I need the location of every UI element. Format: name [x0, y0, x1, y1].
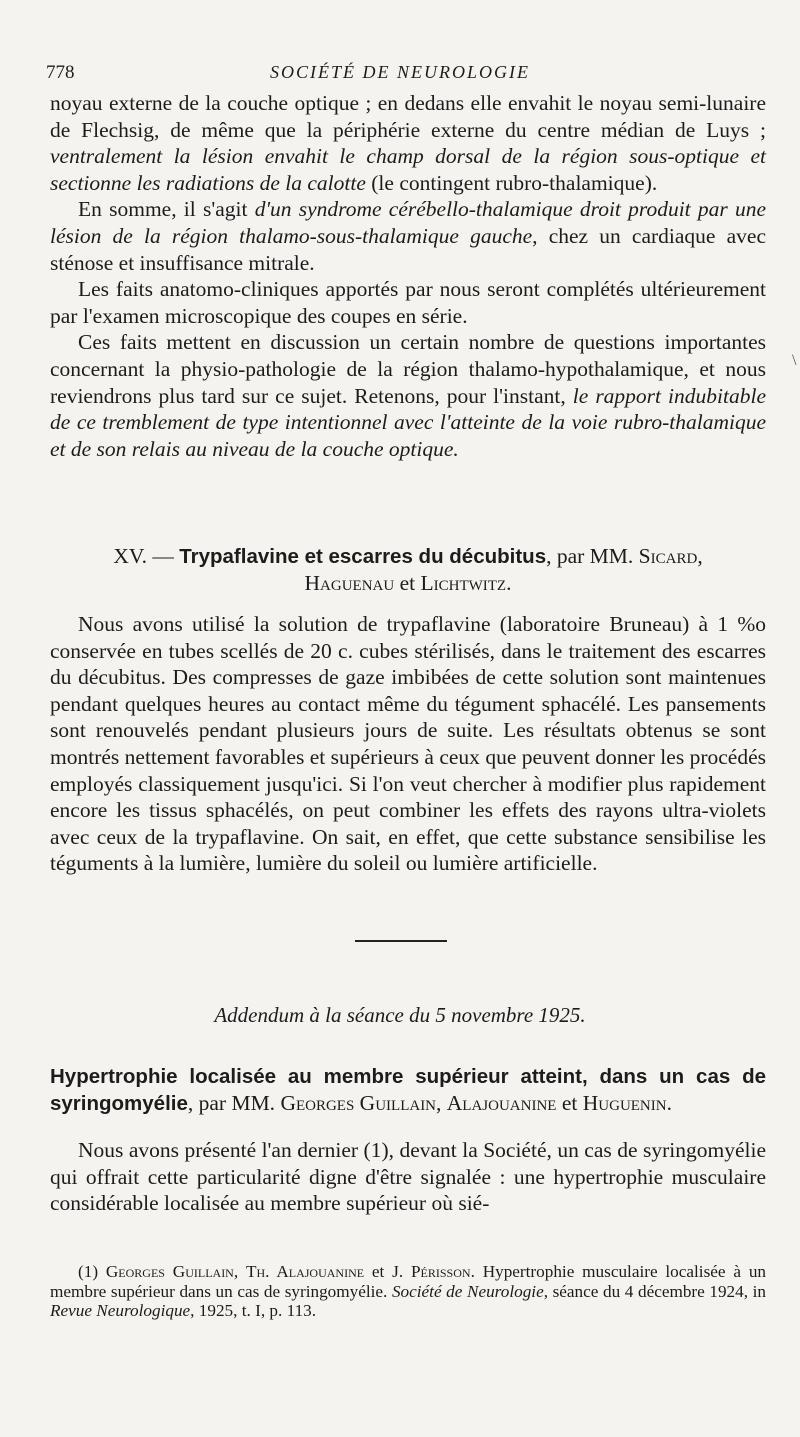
addendum-heading: Addendum à la séance du 5 novembre 1925. — [214, 1003, 586, 1027]
separator-rule — [355, 940, 447, 942]
page-header — [46, 62, 754, 88]
journal-name: Revue Neurologique — [50, 1301, 191, 1320]
italic-text: ventralement la lésion envahit le champ dorsal de la région sous-optique et sectionne les radiations de la calotte — [50, 144, 766, 195]
author-name: Alajouanine — [446, 1091, 557, 1115]
journal-name: Société de Neurologie — [391, 1281, 544, 1301]
italic-text: le rapport indubitable de ce tremblement de type intentionnel avec l'atteinte de la voie rubro-thalamique et de son relais au niveau de la couche optique. — [50, 383, 766, 461]
footnote: (1) Georges Guillain, Th. Alajouanine et J. Périsson. Hypertrophie musculaire localisée à un membre supérieur dans un cas de syringomyélie. Société de Neurologie, séance du 4 décembre 1924, in Revue Neurologique, 1925, t. I, p. 113. — [50, 1262, 767, 1320]
text: , séance du 4 décembre 1924, in — [543, 1281, 767, 1301]
text-block-thalamic — [50, 90, 766, 462]
text: . — [506, 571, 512, 595]
section-heading: Hypertrophie localisée au membre supérieur atteint, dans un cas de syringomyélie — [50, 1065, 766, 1115]
section-heading: Trypaflavine et escarres du décubitus — [179, 545, 547, 568]
section-number: XV. — — [113, 544, 180, 568]
author-name: Th. Alajouanine — [246, 1262, 365, 1281]
paragraph — [50, 90, 766, 196]
text: (le contingent rubro-thalamique). — [365, 170, 658, 195]
section-trypaflavine — [50, 543, 766, 877]
text: , 1925, t. I, p. 113. — [190, 1301, 317, 1320]
section-title: Hypertrophie localisée au membre supérieur atteint, dans un cas de syringomyélie, par MM. Georges Guillain, Alajouanine et Huguenin. — [50, 1065, 766, 1115]
text: et — [556, 1091, 583, 1115]
text: , par MM. — [187, 1091, 281, 1115]
paragraph: Les faits anatomo-cliniques apportés par nous seront complétés ultérieurement par l'examen microscopique des coupes en série. — [50, 277, 766, 328]
text: et — [394, 571, 421, 595]
section-hypertrophie — [50, 1063, 766, 1217]
text: noyau externe de la couche optique ; en dedans elle envahit le noyau semi-lunaire de Flechsig, de même que la périphérie externe du centre médian de Luys ; — [50, 91, 766, 142]
italic-text: d'un syndrome cérébello-thalamique droit produit par une lésion de la région thalamo-sous-thalamique gauche — [50, 197, 766, 248]
author-name: Sicard — [638, 544, 698, 568]
section-title: XV. — Trypaflavine et escarres du décubitus, par MM. Sicard, Haguenau et Lichtwitz. — [113, 544, 703, 595]
text: Ces faits mettent en discussion un certain nombre de questions importantes concernant la physio-pathologie de la région thalamo-hypothalamique, et nous reviendrons plus tard sur ce sujet. Retenons, pour l'instant, — [50, 330, 766, 408]
paragraph — [50, 196, 766, 276]
author-name: Haguenau — [304, 571, 395, 595]
paragraph: Nous avons utilisé la solution de trypaflavine (laboratoire Bruneau) à 1 %o conservée en tubes scellés de 20 c. cubes stérilisés, dans le traitement des escarres du décubitus. Des compresses de gaze imbibées de cette solution sont maintenues pendant quelques heures au contact même du tégument sphacélé. Les pansements sont renouvelés pendant plusieurs jours de suite. Les résultats obtenus se sont montrés nettement favorables et supérieurs à ceux que peuvent donner les procédés employés classiquement jusqu'ici. Si l'on veut chercher à modifier plus rapidement encore les tissus sphacélés, on peut combiner les effets des rayons ultra-violets avec ceux de la trypaflavine. On sait, en effet, que cette substance sensibilise les téguments à la lumière, lumière du soleil ou lumière artificielle. — [50, 612, 766, 876]
text: , par MM. — [546, 544, 639, 568]
footnote-number: (1) — [78, 1262, 106, 1281]
author-name: J. Périsson — [392, 1262, 471, 1281]
page-number: 778 — [46, 62, 75, 83]
text: Hypertrophie musculaire localisée à un membre supérieur dans un cas de syringomyélie. — [50, 1262, 767, 1301]
paragraph — [50, 329, 766, 462]
text: , chez un cardiaque avec sténose et insuffisance mitrale. — [50, 223, 767, 275]
author-name: Lichtwitz — [420, 571, 507, 595]
author-name: Huguenin — [582, 1091, 667, 1115]
margin-mark: \ — [792, 352, 797, 369]
text: En somme, il s'agit — [78, 197, 255, 222]
paragraph: Nous avons présenté l'an dernier (1), devant la Société, un cas de syringomyélie qui offrait cette particularité digne d'être signalée : une hypertrophie musculaire considérable localisée au membre supérieur où sié- — [50, 1138, 766, 1216]
author-name: Georges Guillain — [105, 1262, 234, 1281]
text: . — [666, 1091, 672, 1115]
author-name: Georges Guillain — [280, 1091, 437, 1115]
running-head: SOCIÉTÉ DE NEUROLOGIE — [270, 62, 530, 82]
